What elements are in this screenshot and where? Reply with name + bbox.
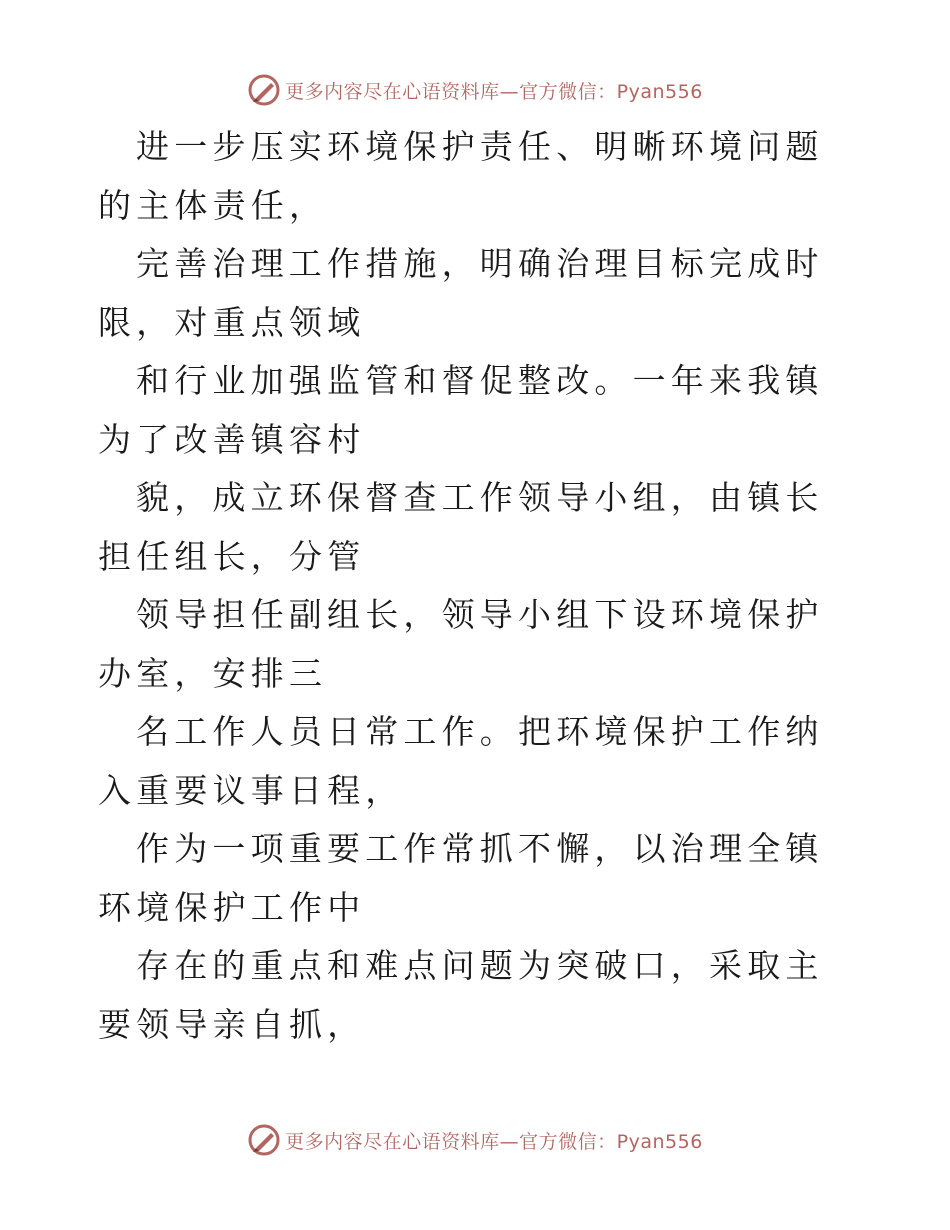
paragraph: 存在的重点和难点问题为突破口，采取主要领导亲自抓， (98, 946, 824, 1044)
pen-logo-icon (247, 1123, 281, 1157)
paragraph: 和行业加强监管和督促整改。一年来我镇为了改善镇容村 (98, 361, 824, 459)
paragraph: 进一步压实环境保护责任、明晰环境问题的主体责任， (98, 127, 824, 225)
watermark-text: 更多内容尽在心语资料库—官方微信：Pyan556 (285, 80, 703, 103)
paragraph: 领导担任副组长，领导小组下设环境保护办室，安排三 (98, 595, 824, 693)
paragraph: 完善治理工作措施，明确治理目标完成时限，对重点领域 (98, 244, 824, 342)
document-body (98, 118, 858, 1054)
paragraph: 名工作人员日常工作。把环境保护工作纳入重要议事日程， (98, 712, 824, 810)
paragraph: 作为一项重要工作常抓不懈，以治理全镇环境保护工作中 (98, 829, 824, 927)
watermark-text: 更多内容尽在心语资料库—官方微信：Pyan556 (285, 1130, 703, 1153)
paragraph: 貌，成立环保督查工作领导小组，由镇长担任组长，分管 (98, 478, 824, 576)
header-watermark (0, 70, 950, 110)
pen-logo-icon (247, 73, 281, 107)
footer-watermark (0, 1120, 950, 1160)
